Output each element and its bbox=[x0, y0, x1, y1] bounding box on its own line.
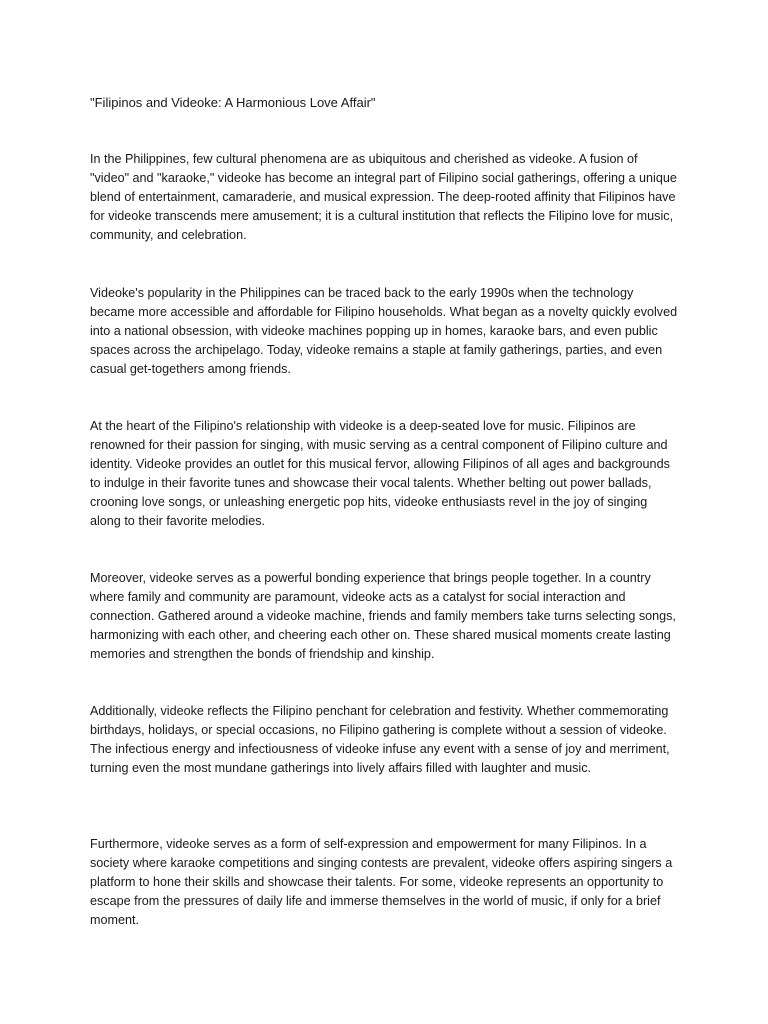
paragraph-3: At the heart of the Filipino's relationship with videoke is a deep-seated love for music. Filipinos are renowned for their passion for singing, with music serving as a central component of Filipino culture and identity. Videoke provides an outlet for this musical fervor, allowing Filipinos of all ages and backgrounds to indulge in their favorite tunes and showcase their vocal talents. Whether belting out power ballads, crooning love songs, or unleashing energetic pop hits, videoke enthusiasts revel in the joy of singing along to their favorite melodies. bbox=[90, 419, 670, 528]
document-title: "Filipinos and Videoke: A Harmonious Love Affair" bbox=[90, 95, 376, 110]
paragraph-6: Furthermore, videoke serves as a form of self-expression and empowerment for many Filipinos. In a society where karaoke competitions and singing contests are prevalent, videoke offers aspiring singers a platform to hone their skills and showcase their talents. For some, videoke represents an opportunity to escape from the pressures of daily life and immerse themselves in the world of music, if only for a brief moment. bbox=[90, 837, 673, 927]
paragraph-5: Additionally, videoke reflects the Filipino penchant for celebration and festivity. Whether commemorating birthdays, holidays, or special occasions, no Filipino gathering is complete without a session of videoke. The infectious energy and infectiousness of videoke infuse any event with a sense of joy and merriment, turning even the most mundane gatherings into lively affairs filled with laughter and music. bbox=[90, 704, 670, 775]
paragraph-2: Videoke's popularity in the Philippines can be traced back to the early 1990s when the technology became more accessible and affordable for Filipino households. What began as a novelty quickly evolved into a national obsession, with videoke machines popping up in homes, karaoke bars, and even public spaces across the archipelago. Today, videoke remains a staple at family gatherings, parties, and even casual get-togethers among friends. bbox=[90, 286, 678, 376]
paragraph-1: In the Philippines, few cultural phenomena are as ubiquitous and cherished as videoke. A fusion of "video" and "karaoke," videoke has become an integral part of Filipino social gatherings, offering a unique blend of entertainment, camaraderie, and musical expression. The deep-rooted affinity that Filipinos have for videoke transcends mere amusement; it is a cultural institution that reflects the Filipino love for music, community, and celebration. bbox=[90, 152, 677, 242]
paragraph-4: Moreover, videoke serves as a powerful bonding experience that brings people together. In a country where family and community are paramount, videoke acts as a catalyst for social interaction and connection. Gathered around a videoke machine, friends and family members take turns selecting songs, harmonizing with each other, and cheering each other on. These shared musical moments create lasting memories and strengthen the bonds of friendship and kinship. bbox=[90, 571, 676, 661]
